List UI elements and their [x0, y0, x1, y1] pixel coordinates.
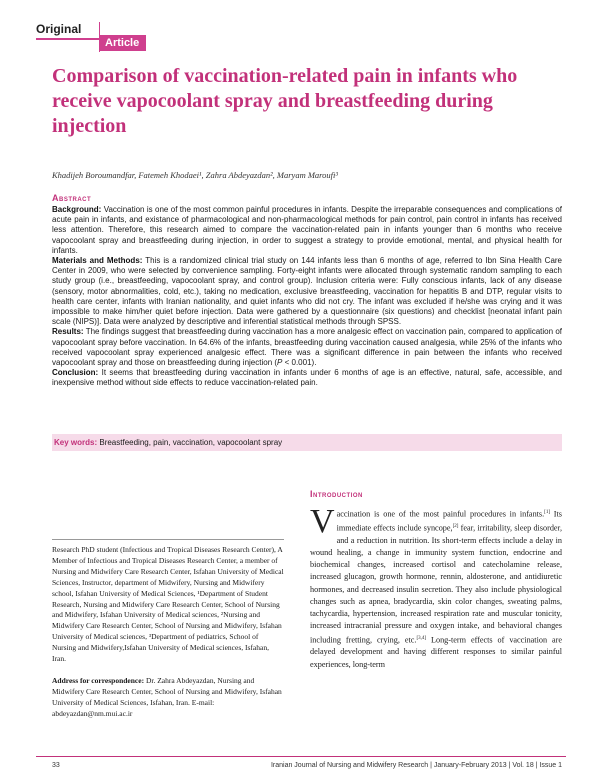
results-p: P	[277, 358, 283, 368]
abstract-background	[52, 205, 562, 256]
header-rule	[36, 38, 100, 40]
abstract-conclusion	[52, 368, 562, 388]
correspondence-label: Address for correspondence:	[52, 676, 145, 685]
citation-ref[interactable]: [2]	[452, 523, 459, 529]
section-tag-article: Article	[100, 35, 146, 51]
background-label: Background:	[52, 205, 102, 214]
keywords-label: Key words:	[54, 438, 98, 447]
methods-text: This is a randomized clinical trial study on 144 infants less than 6 months of age, referred to Ibn Sina Health Care Center in 2009, who were selected by convenience sampling. Forty-eight infants were allocated through systematic random sampling to each study group (i.e., breastfeeding, vapocoolant spray, and control group). Inclusion criteria were: Fully conscious infants, lack of any disease (sensory, motor abnormalities, cold, etc.), taking no medication, exclusive breastfeeding, vaccination for hepatitis B and DTP, regular visits to health care center, infants with Iranian nationality, and quiet infants who did not cry. The infant was excluded if he/she was crying and it was impossible to make him/her quiet before injection. Data were gathered by a questionnaire (six questions) and checklist [neonatal infant pain scale (NIPS)]. Data were analyzed by descriptive and inferential statistical methods through SPSS.	[52, 256, 563, 327]
abstract-heading: Abstract	[52, 193, 92, 203]
results-label: Results:	[52, 327, 84, 337]
footer-rule	[36, 756, 566, 757]
abstract-results	[52, 327, 562, 368]
introduction-body	[310, 503, 562, 671]
correspondence-text: Dr. Zahra Abdeyazdan, Nursing and Midwifery Care Research Center, School of Nursing and Midwifery, Isfahan University of Medical Sciences, Isfahan, Iran. E-mail: abdeyazdan@nm.mui.ac.ir	[52, 676, 282, 718]
background-text: Vaccination is one of the most common painful procedures in infants. Despite the irreparable consequences and complications of acute pain in infants, and existance of pharmacological and non-pharmacological methods for pain control, pain control in infants has received less attention. Therefore, this research aimed to compare the vaccination-related pain in infants younger than 6 months who receive vapocoolant spray and breastfeeding during injection, in order to suggest a strategy to provide emotional, mental, and physical health for infants.	[52, 205, 562, 255]
results-text: The findings suggest that breastfeeding during vaccination has a more analgesic effect on vaccination pain, compared to application of vapocoolant spray before vaccination. In 64.6% of the infants, breastfeeding during vaccination caused analgesia, while 25% of the infants who received vapocoolant spray experienced analgesic effect. There was a significant difference in pain between the infants who received vapocoolant spray and those on breastfeeding during injection (	[52, 327, 563, 368]
paper-title: Comparison of vaccination-related pain in infants who receive vapocoolant spray and breastfeeding during injection	[52, 65, 518, 137]
methods-label: Materials and Methods:	[52, 256, 143, 266]
journal-citation: Iranian Journal of Nursing and Midwifery Research | January-February 2013 | Vol. 18 | Issue 1	[270, 762, 562, 769]
intro-text-b: Its immediate effects include syncope,	[336, 509, 562, 533]
affiliation-rule	[52, 539, 284, 540]
section-tag-original: Original	[36, 22, 82, 36]
introduction-heading: Introduction	[310, 489, 363, 499]
intro-text-a: accination is one of the most painful procedures in infants.	[336, 509, 545, 519]
page-number: 33	[52, 762, 60, 769]
conclusion-text: It seems that breastfeeding during vaccination in infants under 6 months of age is an effective, natural, safe, accessible, and inexpensive method without side effects to reduce vaccination-related pain.	[52, 368, 563, 388]
results-end: < 0.001).	[282, 358, 317, 368]
conclusion-label: Conclusion:	[52, 368, 99, 378]
intro-text-d: Long-term effects of vaccination are delayed development and having different responses to similar painful experiences, long-term	[310, 635, 562, 669]
affiliations: Research PhD student (Infectious and Tropical Diseases Research Center), A Member of Infectious and Tropical Diseases Research Center, a member of Nursing and Midwifery Care Research Center, Isfahan University of Medical Sciences, Instructor, department of Midwifery, Nursing and Midwifery school, Isfahan University of Medical Sciences, ¹Department of Student Research, Nursing and Midwifery Care Research Center, School of Nursing and Midwifery, Isfahan University of Medical sciences, ²Nursing and Midwifery Care Research Center, School of Nursing and Midwifery, Isfahan University of Medical sciences, ³Department of pediatrics, School of Nursing and Midwifery,Isfahan University of Medical sciences, Isfahan, Iran.	[52, 545, 284, 664]
citation-ref[interactable]: [1]	[544, 510, 551, 515]
intro-text-c: fear, irritability, sleep disorder, and a reduction in nutrition. Its short-term effects include a delay in wound healing, a change in immunity system function, endocrine and biochemical changes, increased cortisol and catecholamine release, increased glucagon, growth hormone, rennin, aldosterone, and antidiuretic hormones, and decreased insulin secretion. They also include physiological changes such as apnea, bradycardia, skin color changes, sweating palms, tachycardia, hypertension, increased respiration rate and muscular tonicity, increased intracranial pressure and oxygen intake, and behavioral changes including fretting, crying, etc.	[310, 523, 562, 645]
author-list: Khadijeh Boroumandfar, Fatemeh Khodaei¹, Zahra Abdeyazdan², Maryam Maroufi³	[52, 170, 338, 180]
abstract-body	[52, 205, 562, 389]
drop-cap: V	[310, 503, 335, 540]
correspondence	[52, 676, 284, 720]
keywords-bar	[52, 434, 562, 451]
citation-ref[interactable]: [3,4]	[416, 635, 427, 641]
keywords-text: Breastfeeding, pain, vaccination, vapocoolant spray	[99, 438, 283, 447]
abstract-methods	[52, 256, 562, 327]
